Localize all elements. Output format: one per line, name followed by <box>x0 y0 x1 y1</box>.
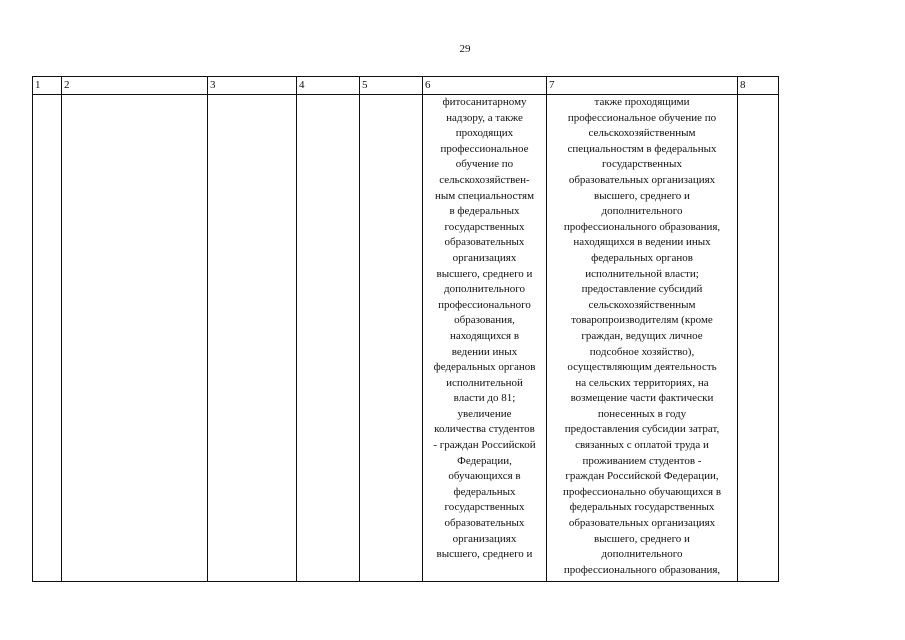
cell-col7-text: также проходящими профессиональное обучение по сельскохозяйственным специальностям в федеральных государственных образовательных организациях высшего, среднего и дополнительного профессионального образования, находящихся в ведении иных федеральных органов исполнительной власти; предоставление субсидий сельскохозяйственным товаропроизводителям (кроме граждан, ведущих личное подсобное хозяйство), осуществляющим деятельность на сельских территориях, на возмещение части фактически понесенных в году предоставления субсидии затрат, связанных с оплатой труда и проживанием студентов - граждан Российской Федерации, профессионально обучающихся в федеральных государственных образовательных организациях высшего, среднего и дополнительного профессионального образования, <box>562 96 722 576</box>
column-number-8: 8 <box>738 77 779 95</box>
cell-col5 <box>360 95 423 582</box>
column-number-4: 4 <box>297 77 360 95</box>
cell-col3 <box>208 95 297 582</box>
document-table <box>32 76 779 582</box>
cell-col2 <box>62 95 208 582</box>
column-number-1: 1 <box>33 77 62 95</box>
column-number-7: 7 <box>547 77 738 95</box>
cell-col8 <box>738 95 779 582</box>
page-number: 29 <box>459 43 471 55</box>
cell-col6-text: фитосанитарному надзору, а также проходящих профессиональное обучение по сельскохозяйствен- ным специальностям в федеральных государственных образовательных организациях высшего, среднего и дополнительного профессионального образования, находящихся в ведении иных федеральных органов исполнительной власти до 81; увеличение количества студентов - граждан Российской Федерации, обучающихся в федеральных государственных образовательных организациях высшего, среднего и <box>433 96 536 561</box>
column-number-6: 6 <box>423 77 547 95</box>
cell-col6 <box>423 95 547 582</box>
column-number-5: 5 <box>360 77 423 95</box>
cell-col1 <box>33 95 62 582</box>
cell-col4 <box>297 95 360 582</box>
column-number-2: 2 <box>62 77 208 95</box>
table-row <box>33 95 779 582</box>
column-number-3: 3 <box>208 77 297 95</box>
table-header-row <box>33 77 779 95</box>
cell-col7 <box>547 95 738 582</box>
